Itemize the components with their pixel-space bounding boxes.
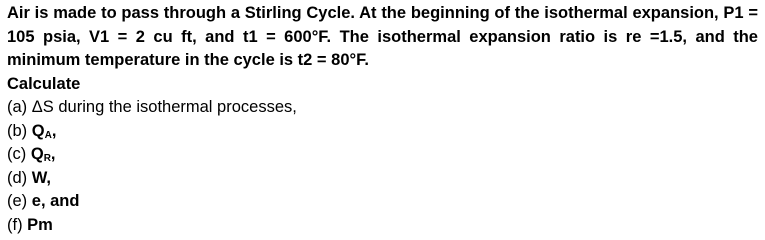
item-text: ΔS during the isothermal processes, <box>31 98 297 116</box>
item-suffix: , <box>51 121 57 140</box>
item-text: W, <box>31 168 52 187</box>
item-marker: (a) <box>7 98 28 116</box>
item-subscript: A <box>44 129 52 141</box>
item-marker: (f) <box>7 215 23 234</box>
item-text: Q <box>31 121 45 140</box>
list-item-a <box>7 96 758 120</box>
item-marker: (c) <box>7 145 27 163</box>
item-text: Q <box>30 145 44 163</box>
list-item-d <box>7 167 758 191</box>
problem-document <box>7 2 758 237</box>
list-item-e <box>7 190 758 214</box>
item-suffix: , <box>50 145 56 163</box>
item-marker: (b) <box>7 121 28 140</box>
calculate-label: Calculate <box>7 74 81 93</box>
item-text: e, and <box>31 192 80 210</box>
item-text: Pm <box>27 215 53 234</box>
list-item-b <box>7 120 758 144</box>
problem-statement: Air is made to pass through a Stirling Cycle. At the beginning of the isothermal expansion, P1 = 105 psia, V1 = 2 cu ft, and t1 = 600°F. The isothermal expansion ratio is re =1.5, and the minimum temperature in the cycle is t2 = 80°F. <box>7 4 758 69</box>
list-item-f <box>7 214 758 238</box>
list-item-c <box>7 143 758 167</box>
item-marker: (d) <box>7 168 28 187</box>
item-subscript: R <box>43 153 51 164</box>
item-marker: (e) <box>7 192 28 210</box>
